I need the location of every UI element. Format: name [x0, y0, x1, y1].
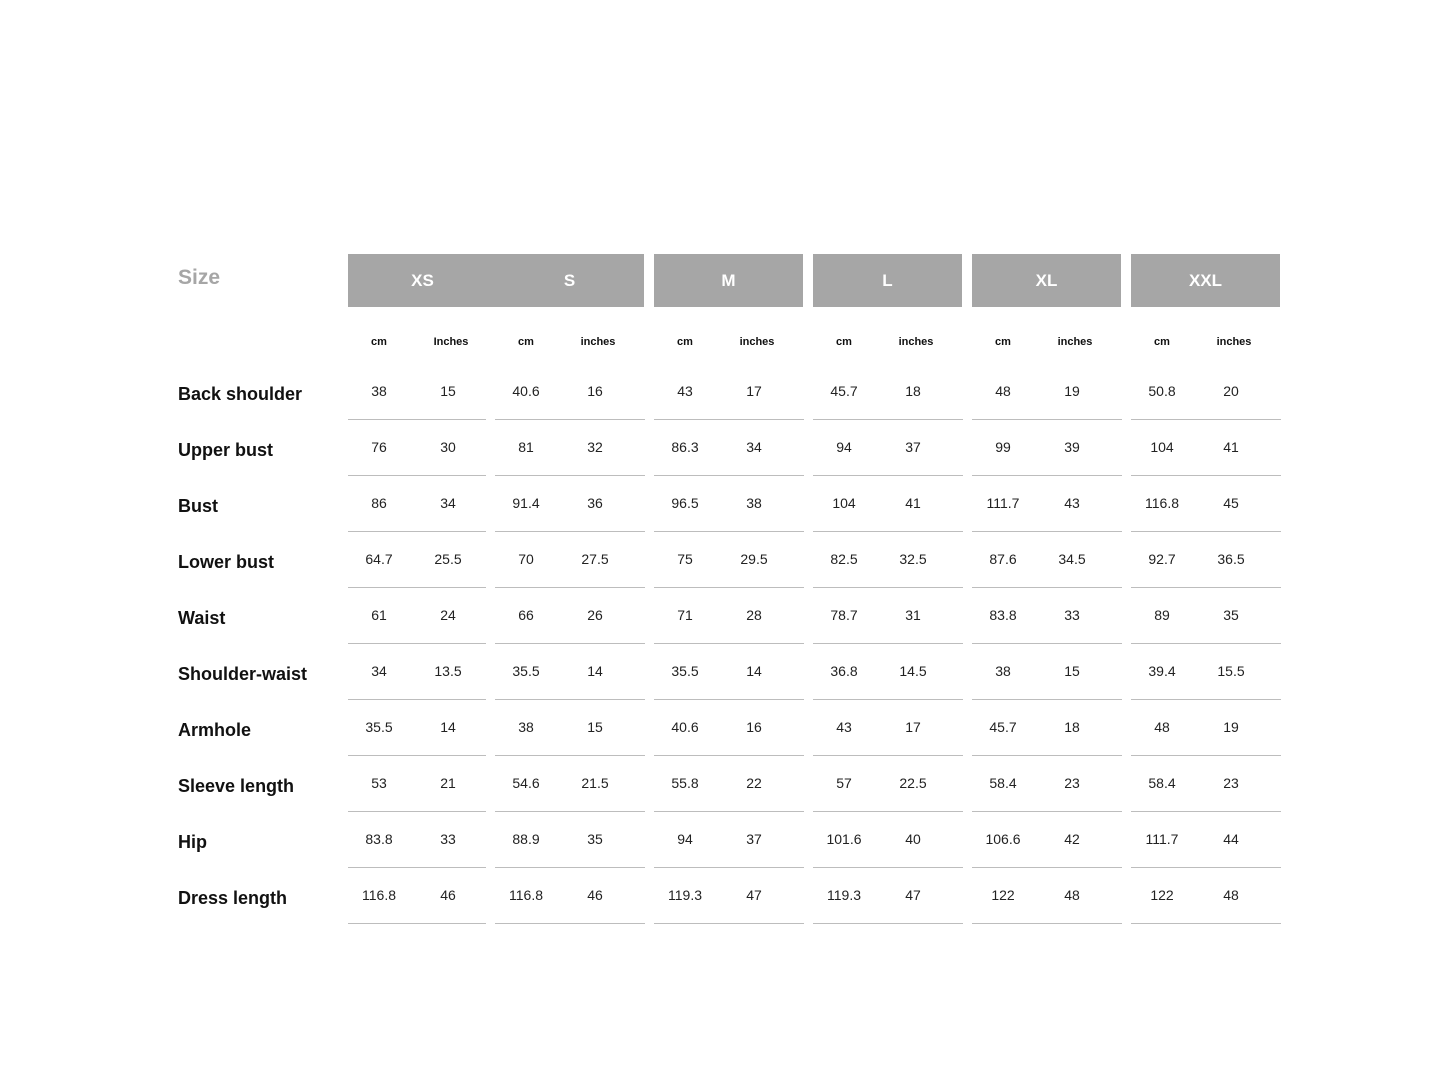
- size-header-xl: XL: [972, 254, 1121, 307]
- row-divider: [495, 867, 645, 868]
- table-cell: 86.3: [671, 439, 699, 455]
- table-cell: 33: [1064, 607, 1080, 623]
- table-cell: 14: [587, 663, 603, 679]
- table-cell: 35.5: [512, 663, 540, 679]
- row-divider: [654, 755, 804, 756]
- table-cell: 43: [1064, 495, 1080, 511]
- row-divider: [1131, 755, 1281, 756]
- table-cell: 86: [371, 495, 387, 511]
- table-cell: 14.5: [899, 663, 927, 679]
- unit-label: Inches: [433, 336, 469, 348]
- row-divider: [972, 475, 1122, 476]
- table-cell: 111.7: [986, 495, 1020, 511]
- table-cell: 15: [440, 383, 456, 399]
- table-cell: 36.5: [1217, 551, 1245, 567]
- row-divider: [972, 699, 1122, 700]
- row-divider: [654, 475, 804, 476]
- table-cell: 15.5: [1217, 663, 1245, 679]
- unit-label: cm: [677, 336, 693, 348]
- unit-label: inches: [1216, 336, 1252, 348]
- table-cell: 33: [440, 831, 456, 847]
- row-divider: [348, 755, 486, 756]
- table-cell: 104: [1150, 439, 1174, 455]
- table-cell: 42: [1064, 831, 1080, 847]
- table-cell: 38: [746, 495, 762, 511]
- row-divider: [495, 419, 645, 420]
- row-divider: [813, 643, 963, 644]
- table-cell: 34.5: [1058, 551, 1086, 567]
- row-divider: [972, 643, 1122, 644]
- row-divider: [1131, 531, 1281, 532]
- table-cell: 119.3: [827, 887, 861, 903]
- table-cell: 61: [371, 607, 387, 623]
- table-cell: 29.5: [740, 551, 768, 567]
- table-cell: 89: [1154, 607, 1170, 623]
- row-label: Sleeve length: [178, 776, 295, 796]
- table-cell: 19: [1064, 383, 1080, 399]
- table-cell: 27.5: [581, 551, 609, 567]
- table-cell: 36.8: [830, 663, 858, 679]
- row-divider: [495, 755, 645, 756]
- table-cell: 46: [587, 887, 603, 903]
- row-divider: [495, 923, 645, 924]
- table-cell: 58.4: [989, 775, 1017, 791]
- row-divider: [1131, 867, 1281, 868]
- unit-label: inches: [1057, 336, 1093, 348]
- row-divider: [813, 923, 963, 924]
- table-cell: 66: [518, 607, 534, 623]
- table-cell: 87.6: [989, 551, 1017, 567]
- table-cell: 48: [995, 383, 1011, 399]
- table-cell: 64.7: [365, 551, 393, 567]
- table-cell: 14: [746, 663, 762, 679]
- table-cell: 26: [587, 607, 603, 623]
- row-label: Bust: [178, 496, 218, 516]
- table-cell: 15: [1064, 663, 1080, 679]
- size-header-xs: XS: [348, 254, 497, 307]
- row-divider: [348, 923, 486, 924]
- unit-label: cm: [518, 336, 534, 348]
- table-cell: 70: [518, 551, 534, 567]
- table-cell: 96.5: [671, 495, 699, 511]
- table-cell: 55.8: [671, 775, 699, 791]
- row-divider: [813, 811, 963, 812]
- table-cell: 37: [746, 831, 762, 847]
- unit-label: cm: [1154, 336, 1170, 348]
- table-cell: 35: [587, 831, 603, 847]
- row-label: Lower bust: [178, 552, 275, 572]
- table-cell: 20: [1223, 383, 1239, 399]
- table-cell: 23: [1064, 775, 1080, 791]
- table-cell: 36: [587, 495, 603, 511]
- table-cell: 40: [905, 831, 921, 847]
- table-cell: 53: [371, 775, 387, 791]
- row-divider: [813, 755, 963, 756]
- table-cell: 75: [677, 551, 693, 567]
- table-cell: 91.4: [512, 495, 540, 511]
- row-divider: [1131, 811, 1281, 812]
- row-divider: [1131, 923, 1281, 924]
- table-cell: 44: [1223, 831, 1239, 847]
- row-divider: [1131, 475, 1281, 476]
- size-label: Size: [178, 266, 221, 289]
- table-cell: 94: [677, 831, 693, 847]
- table-cell: 17: [905, 719, 921, 735]
- table-cell: 39.4: [1148, 663, 1176, 679]
- row-divider: [813, 475, 963, 476]
- unit-label: inches: [898, 336, 934, 348]
- row-divider: [495, 643, 645, 644]
- row-divider: [348, 867, 486, 868]
- table-cell: 58.4: [1148, 775, 1176, 791]
- unit-label: cm: [836, 336, 852, 348]
- table-cell: 47: [746, 887, 762, 903]
- row-divider: [813, 867, 963, 868]
- table-cell: 14: [440, 719, 456, 735]
- row-divider: [1131, 699, 1281, 700]
- table-cell: 38: [371, 383, 387, 399]
- table-cell: 38: [995, 663, 1011, 679]
- row-divider: [348, 419, 486, 420]
- table-cell: 71: [677, 607, 693, 623]
- table-cell: 45: [1223, 495, 1239, 511]
- table-cell: 104: [832, 495, 856, 511]
- table-cell: 34: [746, 439, 762, 455]
- table-cell: 32: [587, 439, 603, 455]
- row-divider: [972, 587, 1122, 588]
- row-label: Waist: [178, 608, 226, 628]
- table-cell: 40.6: [671, 719, 699, 735]
- table-cell: 18: [1064, 719, 1080, 735]
- row-divider: [654, 923, 804, 924]
- size-header-xxl: XXL: [1131, 254, 1280, 307]
- table-cell: 38: [518, 719, 534, 735]
- table-cell: 35.5: [671, 663, 699, 679]
- row-divider: [495, 531, 645, 532]
- row-divider: [348, 699, 486, 700]
- table-cell: 21.5: [581, 775, 609, 791]
- table-cell: 81: [518, 439, 534, 455]
- row-label: Dress length: [178, 888, 288, 908]
- table-cell: 43: [836, 719, 852, 735]
- unit-label: cm: [995, 336, 1011, 348]
- table-cell: 43: [677, 383, 693, 399]
- table-cell: 78.7: [830, 607, 858, 623]
- table-cell: 122: [1150, 887, 1174, 903]
- row-divider: [348, 811, 486, 812]
- table-cell: 76: [371, 439, 387, 455]
- table-cell: 41: [1223, 439, 1239, 455]
- table-cell: 28: [746, 607, 762, 623]
- row-divider: [813, 531, 963, 532]
- row-divider: [654, 811, 804, 812]
- table-cell: 25.5: [434, 551, 462, 567]
- table-cell: 83.8: [989, 607, 1017, 623]
- row-label: Shoulder-waist: [178, 664, 308, 684]
- table-cell: 35.5: [365, 719, 393, 735]
- table-cell: 31: [905, 607, 921, 623]
- row-divider: [972, 755, 1122, 756]
- table-cell: 32.5: [899, 551, 927, 567]
- row-divider: [495, 699, 645, 700]
- row-label: Back shoulder: [178, 384, 303, 404]
- row-divider: [813, 699, 963, 700]
- table-cell: 34: [371, 663, 387, 679]
- table-cell: 22: [746, 775, 762, 791]
- table-cell: 101.6: [826, 831, 862, 847]
- table-cell: 24: [440, 607, 456, 623]
- table-cell: 16: [746, 719, 762, 735]
- table-cell: 35: [1223, 607, 1239, 623]
- row-divider: [348, 531, 486, 532]
- row-label: Hip: [178, 832, 207, 852]
- row-divider: [654, 419, 804, 420]
- table-cell: 82.5: [830, 551, 858, 567]
- size-header-l: L: [813, 254, 962, 307]
- table-cell: 111.7: [1145, 831, 1179, 847]
- table-cell: 19: [1223, 719, 1239, 735]
- table-cell: 116.8: [509, 887, 543, 903]
- table-cell: 83.8: [365, 831, 393, 847]
- row-divider: [1131, 419, 1281, 420]
- table-cell: 88.9: [512, 831, 540, 847]
- row-divider: [813, 587, 963, 588]
- row-divider: [654, 531, 804, 532]
- size-header-s: S: [495, 254, 644, 307]
- table-cell: 37: [905, 439, 921, 455]
- row-divider: [972, 419, 1122, 420]
- table-cell: 48: [1223, 887, 1239, 903]
- row-divider: [1131, 643, 1281, 644]
- row-divider: [348, 643, 486, 644]
- row-divider: [972, 811, 1122, 812]
- row-divider: [813, 419, 963, 420]
- table-cell: 16: [587, 383, 603, 399]
- table-cell: 119.3: [668, 887, 702, 903]
- table-cell: 22.5: [899, 775, 927, 791]
- table-cell: 21: [440, 775, 456, 791]
- table-cell: 116.8: [362, 887, 396, 903]
- table-cell: 116.8: [1145, 495, 1179, 511]
- unit-label: inches: [739, 336, 775, 348]
- table-cell: 50.8: [1148, 383, 1176, 399]
- row-divider: [972, 867, 1122, 868]
- table-cell: 23: [1223, 775, 1239, 791]
- table-cell: 54.6: [512, 775, 540, 791]
- row-divider: [348, 475, 486, 476]
- table-cell: 57: [836, 775, 852, 791]
- table-cell: 47: [905, 887, 921, 903]
- unit-label: inches: [580, 336, 616, 348]
- row-label: Upper bust: [178, 440, 274, 460]
- table-cell: 122: [991, 887, 1015, 903]
- row-divider: [495, 587, 645, 588]
- table-cell: 45.7: [830, 383, 858, 399]
- table-cell: 41: [905, 495, 921, 511]
- table-cell: 40.6: [512, 383, 540, 399]
- row-divider: [654, 587, 804, 588]
- table-cell: 46: [440, 887, 456, 903]
- row-divider: [495, 811, 645, 812]
- table-cell: 106.6: [985, 831, 1021, 847]
- table-cell: 17: [746, 383, 762, 399]
- row-divider: [654, 699, 804, 700]
- table-cell: 39: [1064, 439, 1080, 455]
- unit-label: cm: [371, 336, 387, 348]
- row-divider: [495, 475, 645, 476]
- table-cell: 99: [995, 439, 1011, 455]
- table-cell: 94: [836, 439, 852, 455]
- row-divider: [348, 587, 486, 588]
- row-divider: [654, 867, 804, 868]
- row-label: Armhole: [178, 720, 252, 740]
- table-cell: 13.5: [434, 663, 462, 679]
- table-cell: 18: [905, 383, 921, 399]
- table-cell: 92.7: [1148, 551, 1176, 567]
- table-cell: 48: [1154, 719, 1170, 735]
- table-cell: 30: [440, 439, 456, 455]
- row-divider: [972, 531, 1122, 532]
- row-divider: [972, 923, 1122, 924]
- table-cell: 34: [440, 495, 456, 511]
- table-cell: 15: [587, 719, 603, 735]
- row-divider: [1131, 587, 1281, 588]
- row-divider: [654, 643, 804, 644]
- table-cell: 45.7: [989, 719, 1017, 735]
- table-cell: 48: [1064, 887, 1080, 903]
- size-header-m: M: [654, 254, 803, 307]
